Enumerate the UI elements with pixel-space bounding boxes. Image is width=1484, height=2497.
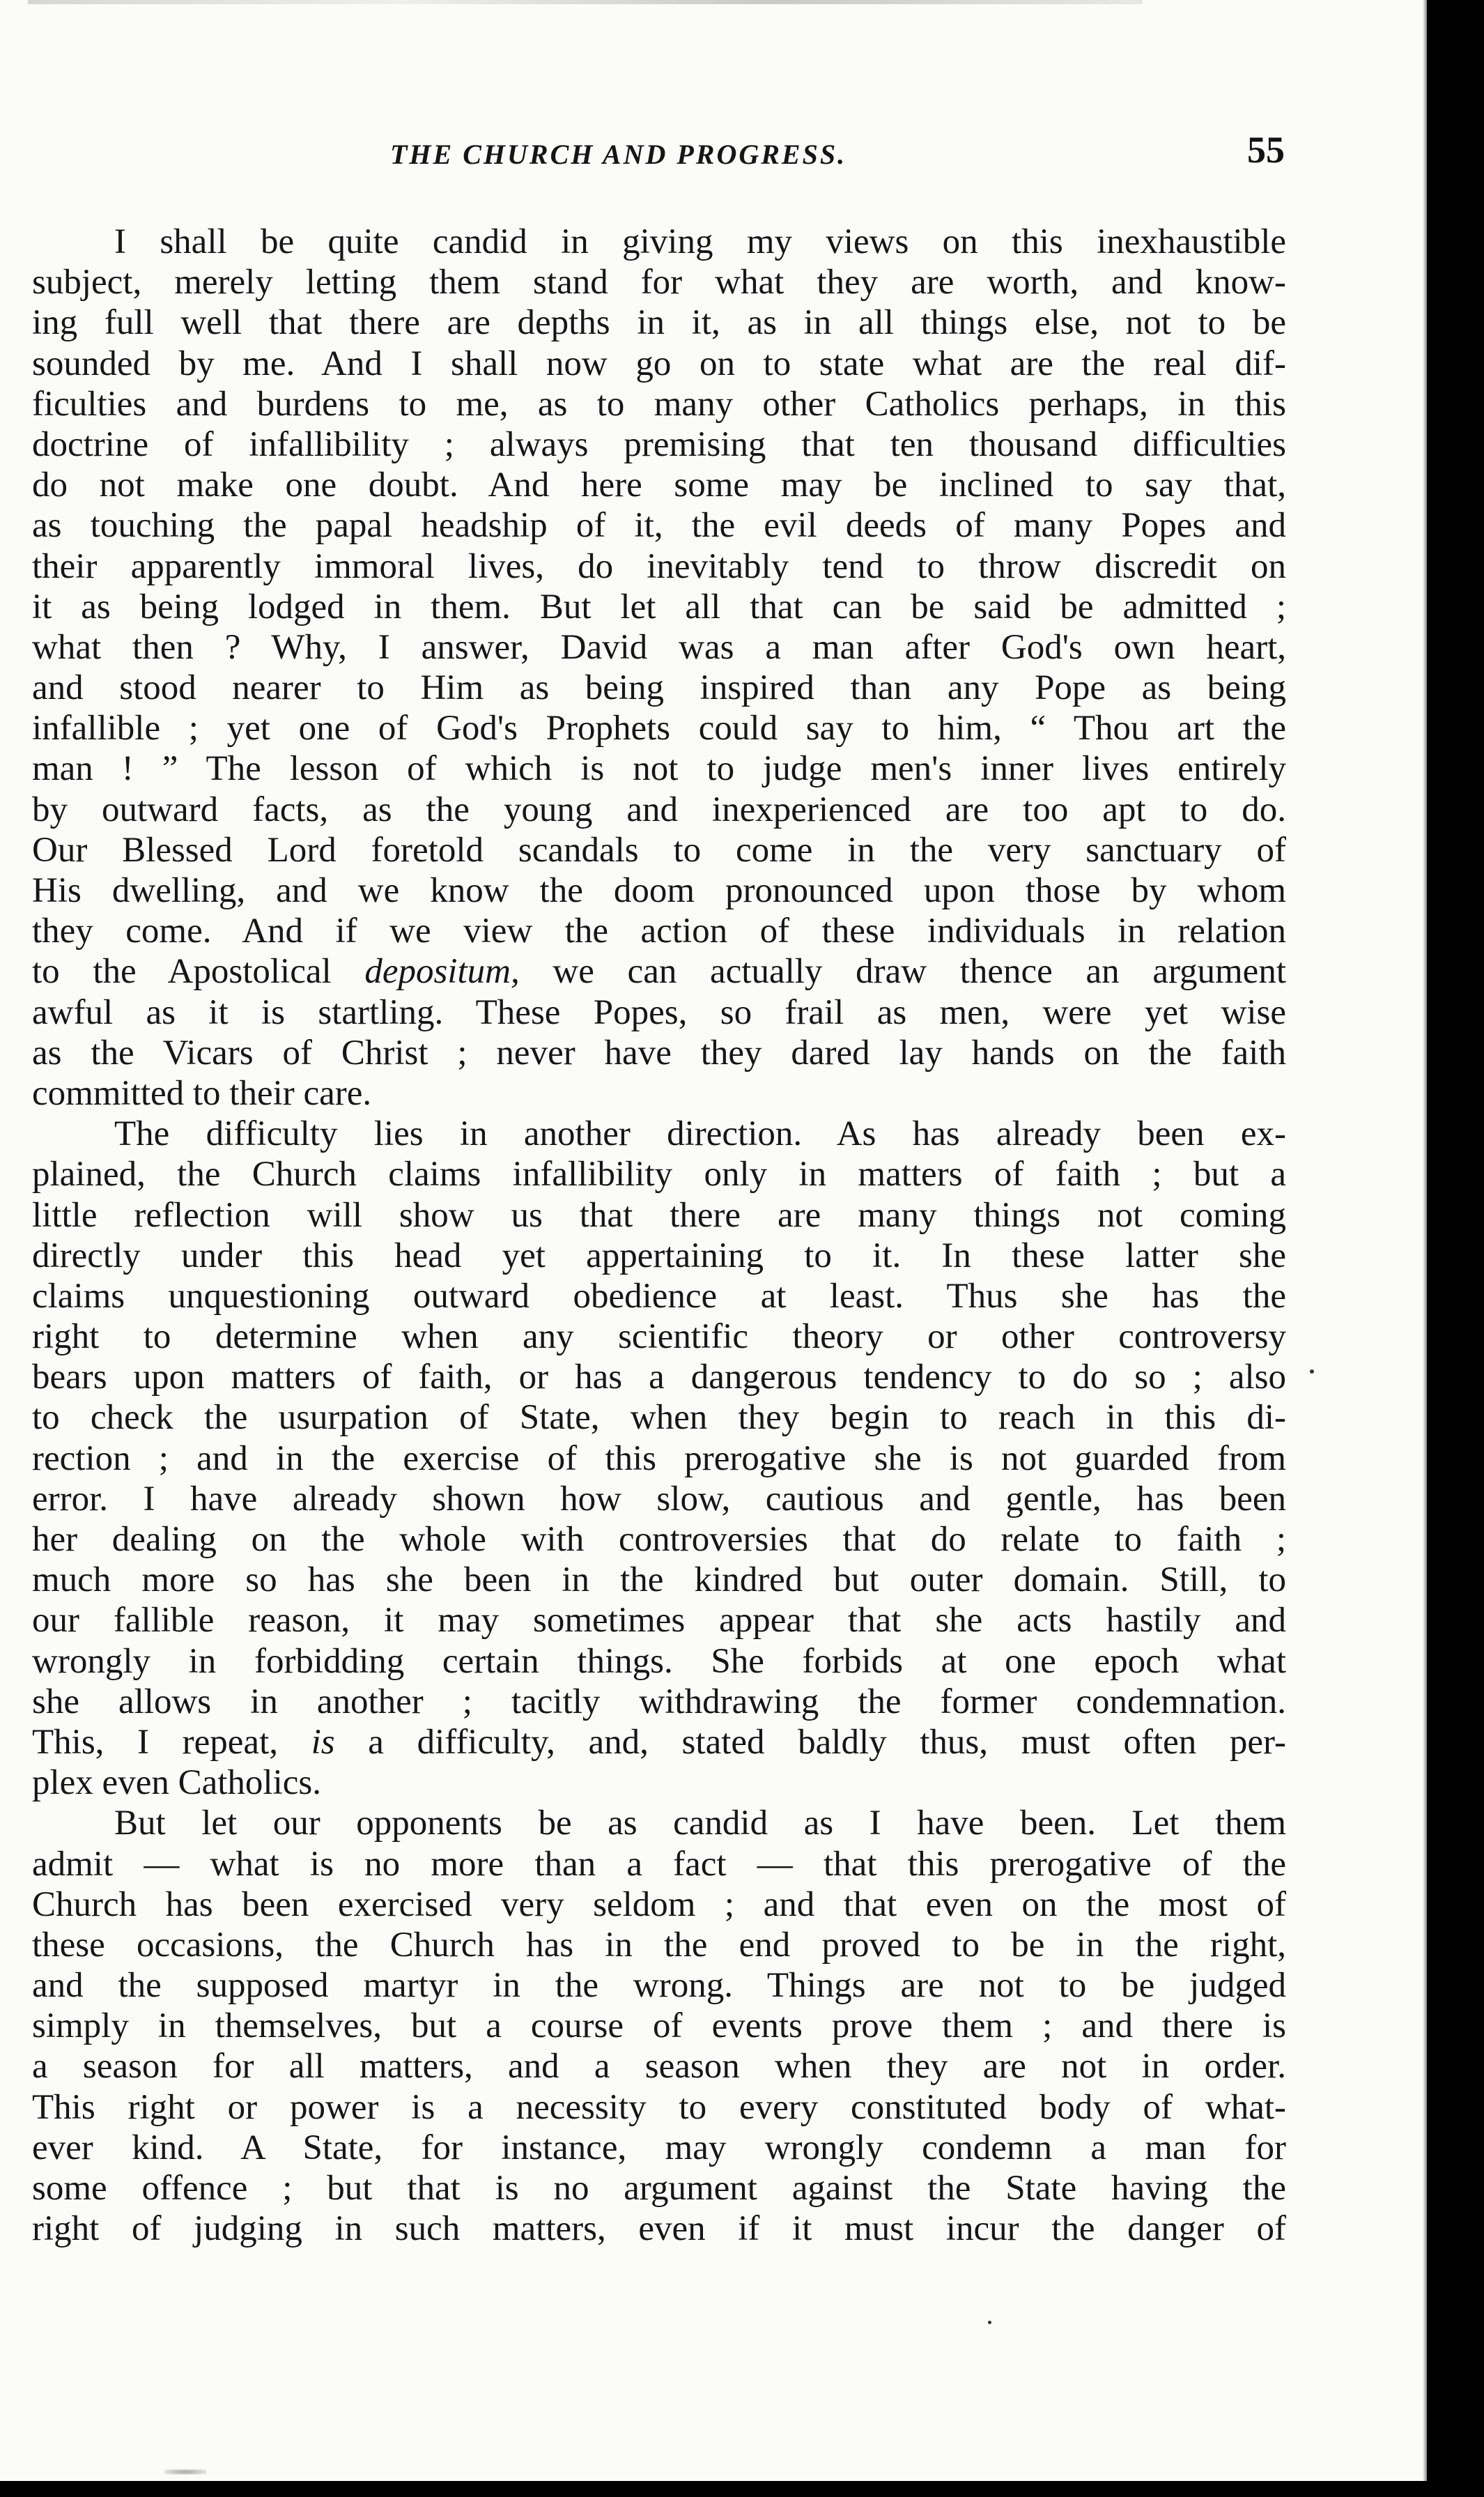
italic-term: is (311, 1722, 335, 1762)
text-line: Church has been exercised very seldom ; and that even on the most of (32, 1884, 1286, 1924)
text-line: error. I have already shown how slow, cautious and gentle, has been (32, 1479, 1286, 1519)
text-line: committed to their care. (32, 1073, 372, 1113)
text-line: infallible ; yet one of God's Prophets could say to him, “ Thou art the (32, 709, 1286, 748)
text-line: plex even Catholics. (32, 1763, 321, 1803)
text-line: ing full well that there are depths in it, as in all things else, not to be (32, 303, 1286, 343)
text-line: ficulties and burdens to me, as to many other Catholics perhaps, in this (32, 384, 1286, 424)
text-line (32, 951, 1286, 992)
text-line: as touching the papal headship of it, the evil deeds of many Popes and (32, 506, 1286, 546)
running-title: THE CHURCH AND PROGRESS. (390, 139, 847, 170)
italic-term: depositum, (364, 952, 520, 992)
text-line: This right or power is a necessity to every constituted body of what- (32, 2087, 1286, 2127)
text-segment: to the Apostolical (32, 952, 365, 992)
text-line: Our Blessed Lord foretold scandals to come in the very sanctuary of (32, 830, 1286, 870)
text-line: sounded by me. And I shall now go on to state what are the real dif- (32, 344, 1286, 383)
text-line: it as being lodged in them. But let all that can be said be admitted ; (32, 587, 1286, 627)
text-line: right to determine when any scientific theory or other controversy (32, 1317, 1286, 1357)
text-line: she allows in another ; tacitly withdrawing the former condemnation. (32, 1682, 1286, 1721)
text-line: simply in themselves, but a course of events prove them ; and there is (32, 2006, 1286, 2046)
text-line: bears upon matters of faith, or has a dangerous tendency to do so ; also (32, 1358, 1286, 1397)
page-number: 55 (1247, 129, 1285, 171)
text-line: their apparently immoral lives, do inevitably tend to throw discredit on (32, 546, 1286, 586)
text-line: awful as it is startling. These Popes, so frail as men, were yet wise (32, 992, 1286, 1032)
text-line: right of judging in such matters, even if it must incur the danger of (32, 2209, 1286, 2249)
text-line: as the Vicars of Christ ; never have they dared lay hands on the faith (32, 1033, 1286, 1073)
scan-speck (988, 2321, 991, 2324)
text-line: But let our opponents be as candid as I have been. Let them (114, 1804, 1286, 1843)
text-line: some offence ; but that is no argument against the State having the (32, 2169, 1286, 2208)
text-line: much more so has she been in the kindred but outer domain. Still, to (32, 1560, 1286, 1600)
page-edge-shadow (1423, 0, 1427, 2481)
scan-speck (1310, 1369, 1314, 1374)
text-segment: we can actually draw thence an argument (519, 952, 1286, 992)
text-line (32, 1722, 1286, 1762)
text-line: they come. And if we view the action of these individuals in relation (32, 912, 1286, 951)
text-line: claims unquestioning outward obedience at least. Thus she has the (32, 1276, 1286, 1316)
running-header (0, 128, 1427, 177)
text-line: a season for all matters, and a season when they are not in order. (32, 2047, 1286, 2087)
text-line: plained, the Church claims infallibility only in matters of faith ; but a (32, 1155, 1286, 1194)
text-line: to check the usurpation of State, when they begin to reach in this di- (32, 1398, 1286, 1438)
text-line: wrongly in forbidding certain things. She forbids at one epoch what (32, 1641, 1286, 1681)
text-line: her dealing on the whole with controversies that do relate to faith ; (32, 1520, 1286, 1559)
scan-edge-artifact (28, 0, 1143, 4)
text-line: The difficulty lies in another direction. As has already been ex- (114, 1114, 1286, 1154)
text-line: subject, merely letting them stand for what they are worth, and know- (32, 263, 1286, 302)
text-line: little reflection will show us that there are many things not coming (32, 1195, 1286, 1235)
text-line: our fallible reason, it may sometimes appear that she acts hastily and (32, 1601, 1286, 1641)
text-line: His dwelling, and we know the doom pronounced upon those by whom (32, 871, 1286, 910)
scan-smudge (164, 2469, 206, 2475)
text-line: what then ? Why, I answer, David was a man after God's own heart, (32, 627, 1286, 667)
text-line: do not make one doubt. And here some may be inclined to say that, (32, 466, 1286, 505)
text-line: rection ; and in the exercise of this prerogative she is not guarded from (32, 1438, 1286, 1478)
text-line: and stood nearer to Him as being inspired than any Pope as being (32, 668, 1286, 708)
text-segment: a difficulty, and, stated baldly thus, must often per- (334, 1722, 1287, 1762)
text-line: admit — what is no more than a fact — that this prerogative of the (32, 1844, 1286, 1884)
text-segment: This, I repeat, (32, 1722, 311, 1762)
text-line: these occasions, the Church has in the end proved to be in the right, (32, 1925, 1286, 1965)
body-text (32, 222, 1286, 2249)
text-line: by outward facts, as the young and inexperienced are too apt to do. (32, 790, 1286, 829)
text-line: ever kind. A State, for instance, may wrongly condemn a man for (32, 2128, 1286, 2167)
text-line: doctrine of infallibility ; always premising that ten thousand difficulties (32, 424, 1286, 464)
text-line: and the supposed martyr in the wrong. Things are not to be judged (32, 1966, 1286, 2006)
text-line: I shall be quite candid in giving my views on this inexhaustible (114, 222, 1286, 261)
text-line: man ! ” The lesson of which is not to judge men's inner lives entirely (32, 749, 1286, 789)
text-line: directly under this head yet appertaining to it. In these latter she (32, 1236, 1286, 1275)
